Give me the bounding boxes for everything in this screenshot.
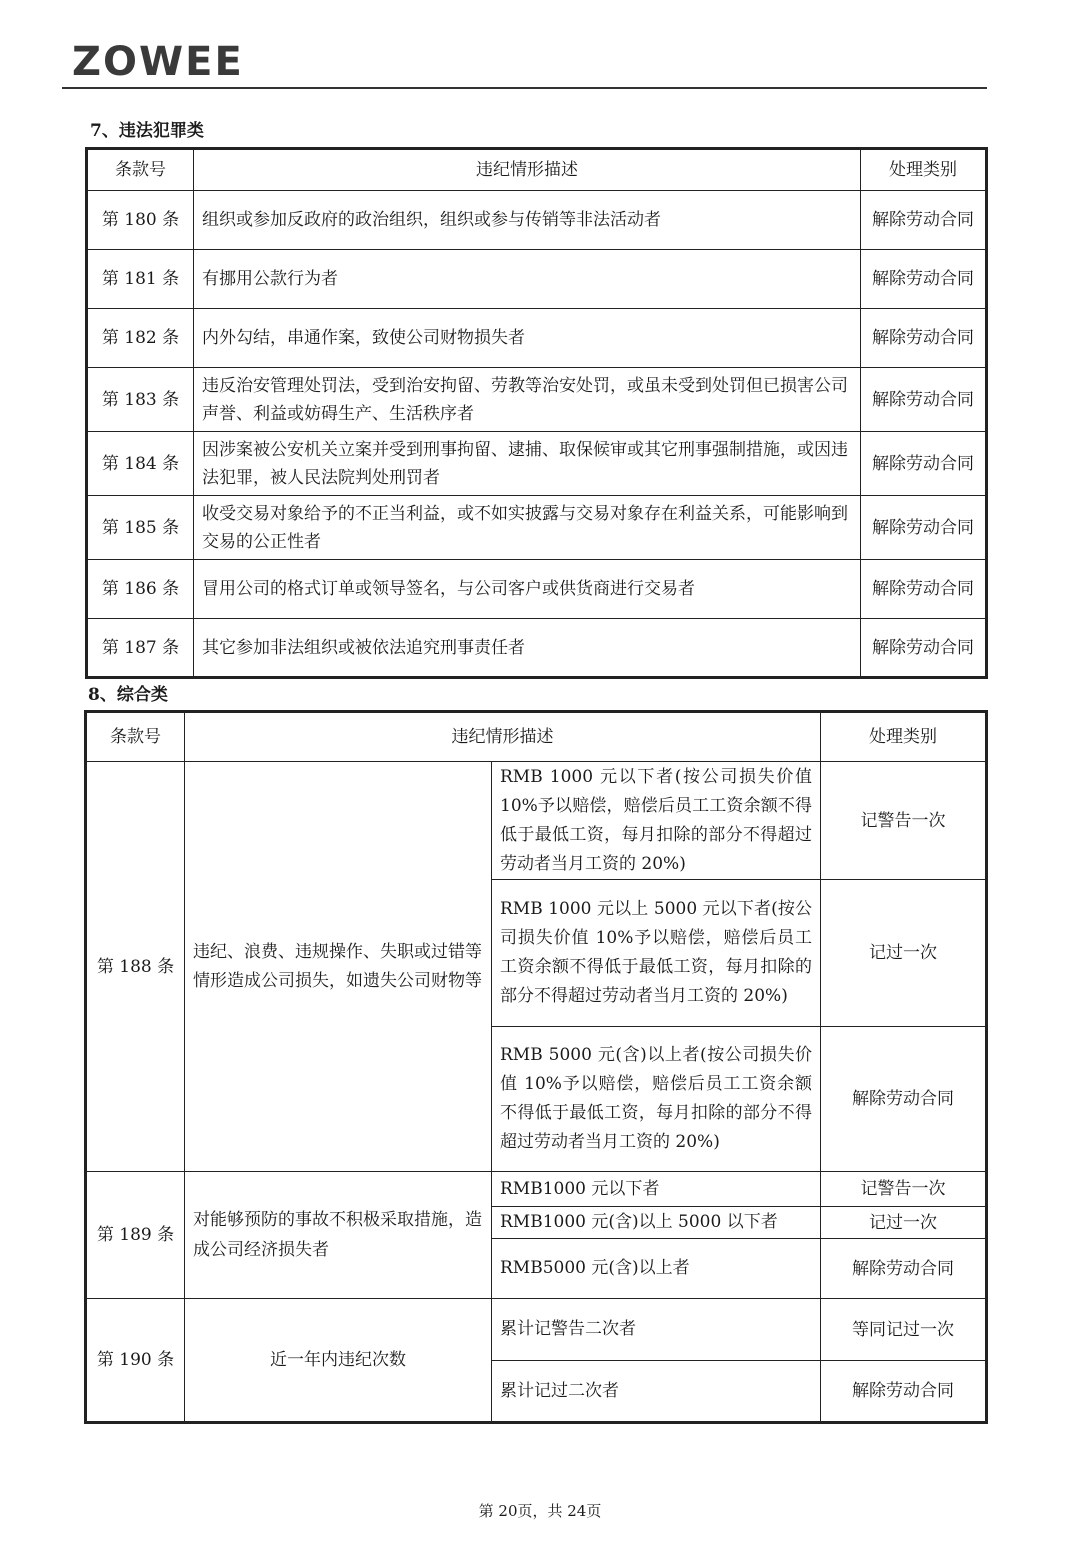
column-header-action: 处理类别 — [861, 149, 987, 191]
sub-action: 记警告一次 — [821, 1172, 987, 1207]
clause-number: 第 187 条 — [87, 619, 194, 678]
sub-condition: RMB5000 元(含)以上者 — [492, 1239, 821, 1299]
clause-number: 第 188 条 — [86, 762, 185, 1172]
clause-description: 冒用公司的格式订单或领导签名，与公司客户或供货商进行交易者 — [194, 560, 861, 619]
table-row — [87, 496, 987, 560]
clause-number: 第 184 条 — [87, 432, 194, 496]
table-row — [86, 1172, 987, 1207]
sub-action: 记过一次 — [821, 1207, 987, 1239]
clause-action: 解除劳动合同 — [861, 191, 987, 250]
clause-description: 收受交易对象给予的不正当利益，或不如实披露与交易对象存在利益关系，可能影响到交易的公正性者 — [194, 496, 861, 560]
clause-action: 解除劳动合同 — [861, 619, 987, 678]
clause-description: 内外勾结，串通作案，致使公司财物损失者 — [194, 309, 861, 368]
clause-description: 组织或参加反政府的政治组织，组织或参与传销等非法活动者 — [194, 191, 861, 250]
clause-number: 第 181 条 — [87, 250, 194, 309]
clause-number: 第 189 条 — [86, 1172, 185, 1299]
column-header-action: 处理类别 — [821, 712, 987, 762]
section-8-table — [84, 710, 988, 1424]
section-8-title: 8、综合类 — [88, 685, 168, 705]
clause-number: 第 185 条 — [87, 496, 194, 560]
sub-condition: RMB 1000 元以下者(按公司损失价值10%予以赔偿，赔偿后员工工资余额不得低于最低工资，每月扣除的部分不得超过劳动者当月工资的 20%) — [492, 762, 821, 880]
clause-number: 第 182 条 — [87, 309, 194, 368]
clause-action: 解除劳动合同 — [861, 560, 987, 619]
table-row — [87, 368, 987, 432]
sub-condition: RMB 5000 元(含)以上者(按公司损失价值 10%予以赔偿，赔偿后员工工资余额不得低于最低工资，每月扣除的部分不得超过劳动者当月工资的 20%) — [492, 1027, 821, 1172]
sub-action: 解除劳动合同 — [821, 1027, 987, 1172]
clause-action: 解除劳动合同 — [861, 496, 987, 560]
column-header-clause: 条款号 — [87, 149, 194, 191]
sub-action: 等同记过一次 — [821, 1299, 987, 1361]
table-row — [87, 432, 987, 496]
section-7-table — [85, 147, 988, 679]
table-row — [86, 762, 987, 880]
clause-description: 违纪、浪费、违规操作、失职或过错等情形造成公司损失，如遗失公司财物等 — [185, 762, 492, 1172]
sub-action: 解除劳动合同 — [821, 1239, 987, 1299]
sub-action: 记警告一次 — [821, 762, 987, 880]
sub-condition: 累计记警告二次者 — [492, 1299, 821, 1361]
page-number: 第 20页，共 24页 — [478, 1502, 602, 1520]
table-row — [87, 560, 987, 619]
clause-description: 因涉案被公安机关立案并受到刑事拘留、逮捕、取保候审或其它刑事强制措施，或因违法犯罪，被人民法院判处刑罚者 — [194, 432, 861, 496]
column-header-clause: 条款号 — [86, 712, 185, 762]
section-7-title: 7、违法犯罪类 — [90, 121, 204, 141]
clause-description: 违反治安管理处罚法，受到治安拘留、劳教等治安处罚，或虽未受到处罚但已损害公司声誉、利益或妨碍生产、生活秩序者 — [194, 368, 861, 432]
clause-number: 第 183 条 — [87, 368, 194, 432]
header-divider — [62, 87, 987, 89]
table-row — [87, 191, 987, 250]
table-row — [87, 619, 987, 678]
clause-description: 对能够预防的事故不积极采取措施，造成公司经济损失者 — [185, 1172, 492, 1299]
clause-action: 解除劳动合同 — [861, 309, 987, 368]
clause-action: 解除劳动合同 — [861, 432, 987, 496]
clause-description: 其它参加非法组织或被依法追究刑事责任者 — [194, 619, 861, 678]
table-row — [86, 1299, 987, 1361]
sub-condition: RMB1000 元以下者 — [492, 1172, 821, 1207]
clause-description: 有挪用公款行为者 — [194, 250, 861, 309]
table-header-row — [87, 149, 987, 191]
company-logo: ZOWEE — [72, 39, 244, 85]
clause-action: 解除劳动合同 — [861, 368, 987, 432]
column-header-description: 违纪情形描述 — [194, 149, 861, 191]
table-header-row — [86, 712, 987, 762]
table-row — [87, 309, 987, 368]
column-header-description: 违纪情形描述 — [185, 712, 821, 762]
clause-number: 第 190 条 — [86, 1299, 185, 1423]
sub-action: 解除劳动合同 — [821, 1361, 987, 1423]
sub-condition: RMB 1000 元以上 5000 元以下者(按公司损失价值 10%予以赔偿，赔偿后员工工资余额不得低于最低工资，每月扣除的部分不得超过劳动者当月工资的 20%) — [492, 880, 821, 1027]
clause-number: 第 186 条 — [87, 560, 194, 619]
table-row — [87, 250, 987, 309]
sub-condition: RMB1000 元(含)以上 5000 以下者 — [492, 1207, 821, 1239]
sub-action: 记过一次 — [821, 880, 987, 1027]
clause-number: 第 180 条 — [87, 191, 194, 250]
clause-description: 近一年内违纪次数 — [185, 1299, 492, 1423]
clause-action: 解除劳动合同 — [861, 250, 987, 309]
sub-condition: 累计记过二次者 — [492, 1361, 821, 1423]
